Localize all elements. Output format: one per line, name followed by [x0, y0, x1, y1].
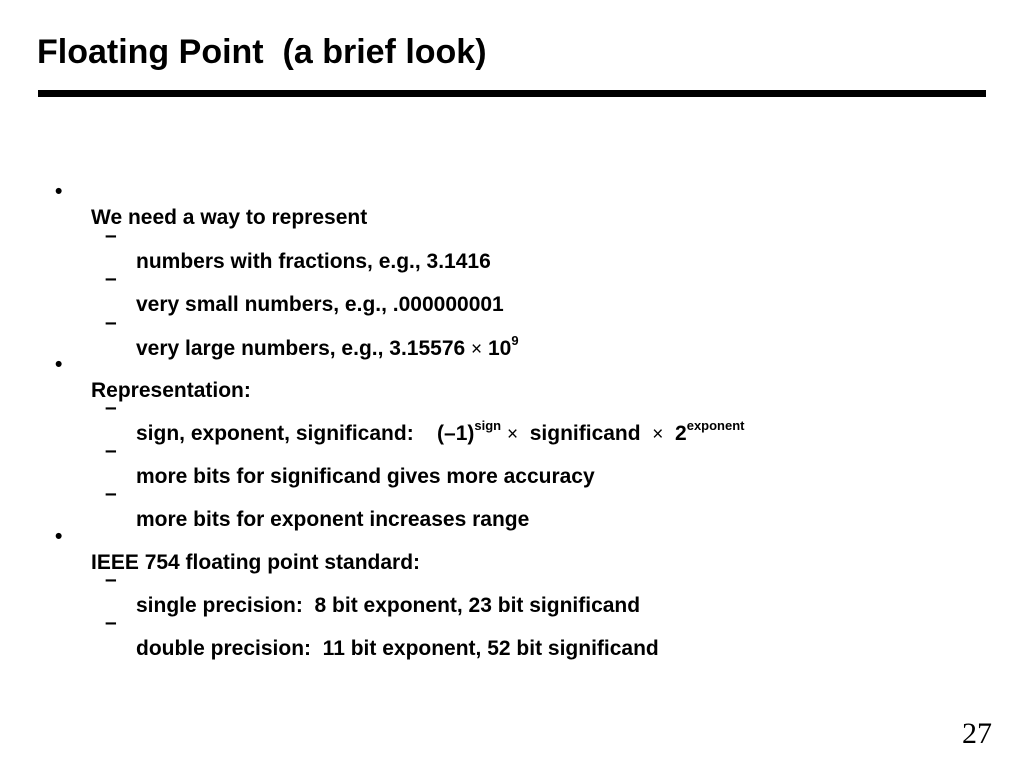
bullet-marker: •: [55, 525, 63, 548]
sub-item-text: very small numbers, e.g., .000000001: [136, 293, 504, 316]
dash-marker: –: [105, 482, 117, 505]
times-symbol: ×: [506, 424, 519, 445]
text-part: significand: [518, 422, 653, 445]
times-symbol: ×: [652, 424, 664, 445]
bullet-text: Representation:: [91, 379, 251, 402]
text-part: 2: [663, 422, 687, 445]
text-part: sign, exponent, significand: (–1): [136, 422, 475, 445]
bullet-text: IEEE 754 floating point standard:: [91, 551, 421, 574]
sub-item-text: numbers with fractions, e.g., 3.1416: [136, 250, 491, 273]
sub-item-text: more bits for significand gives more accuracy: [136, 465, 595, 488]
dash-marker: –: [105, 224, 117, 247]
dash-marker: –: [105, 396, 117, 419]
bullet-marker: •: [55, 353, 63, 376]
bullet-marker: •: [55, 180, 63, 203]
title-divider: [38, 90, 986, 97]
sub-item-text: double precision: 11 bit exponent, 52 bit significand: [136, 637, 659, 660]
page-number: 27: [962, 717, 992, 750]
superscript: sign: [474, 418, 502, 433]
dash-marker: –: [105, 568, 117, 591]
dash-marker: –: [105, 439, 117, 462]
slide-title: Floating Point (a brief look): [37, 33, 487, 71]
superscript: exponent: [686, 418, 745, 433]
text-part: 10: [482, 337, 512, 360]
sub-item-text: single precision: 8 bit exponent, 23 bit significand: [136, 594, 641, 617]
dash-marker: –: [105, 611, 117, 634]
times-symbol: ×: [471, 339, 483, 360]
text-part: very large numbers, e.g., 3.15576: [136, 337, 472, 360]
dash-marker: –: [105, 311, 117, 334]
sub-item-text: [136, 418, 745, 448]
dash-marker: –: [105, 267, 117, 290]
bullet-text: We need a way to represent: [91, 206, 368, 229]
sub-item-text: more bits for exponent increases range: [136, 508, 530, 531]
superscript: 9: [511, 333, 519, 348]
sub-item-text: [136, 333, 519, 363]
